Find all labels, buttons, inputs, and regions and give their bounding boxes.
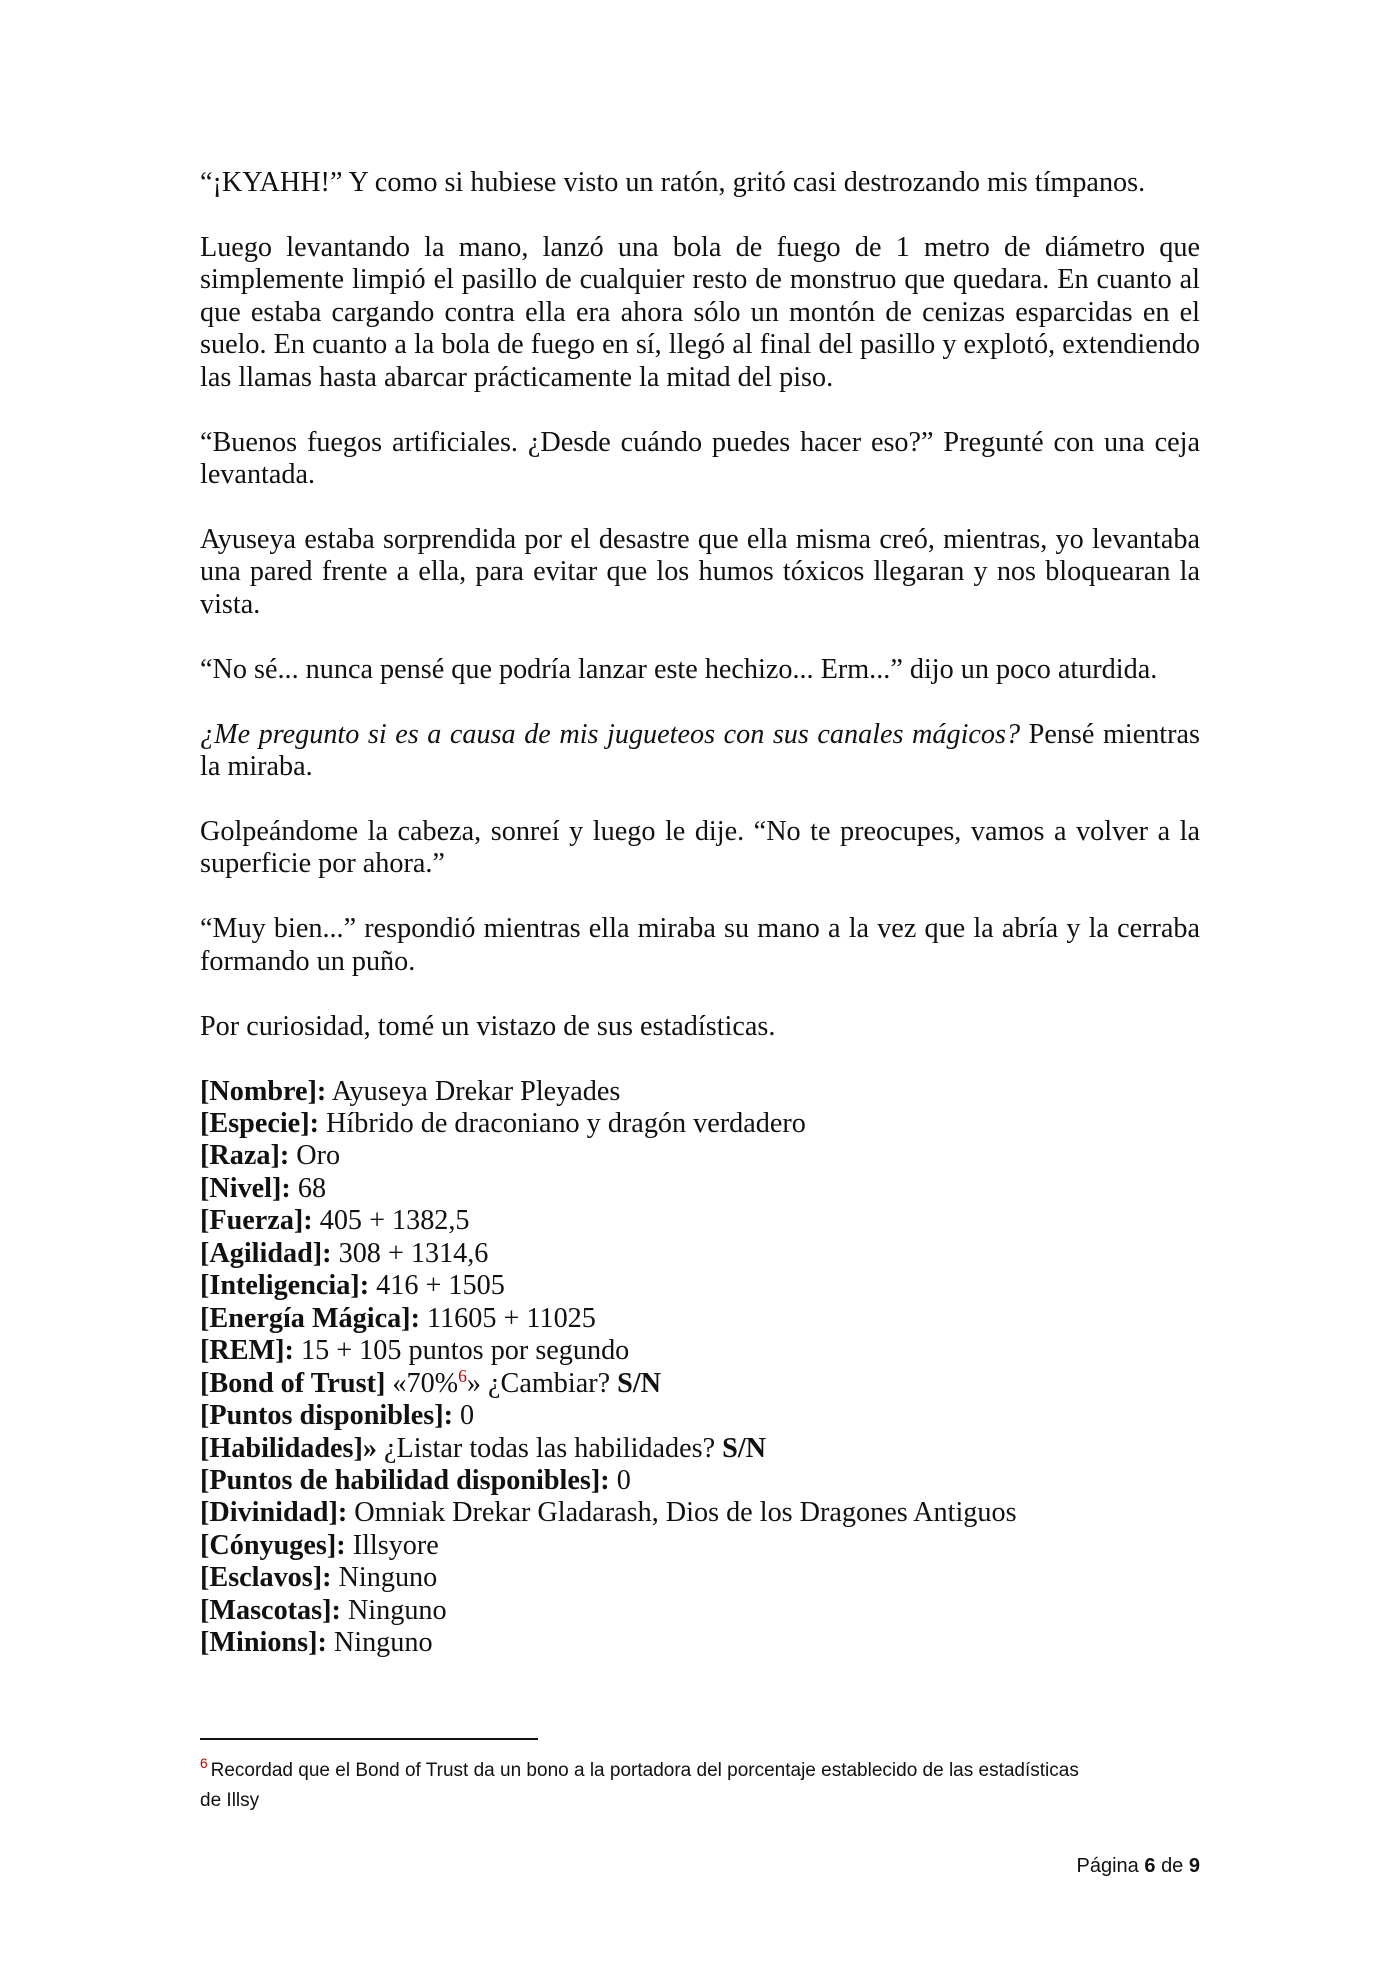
paragraph: “Muy bien...” respondió mientras ella miraba su mano a la vez que la abría y la cerraba formando un puño. (200, 913, 1200, 977)
stat-value: Ayuseya Drekar Pleyades (331, 1075, 621, 1107)
stat-value: Omniak Drekar Gladarash, Dios de los Dragones Antiguos (354, 1497, 1017, 1529)
stat-value: 11605 + 11025 (427, 1302, 596, 1334)
total-pages: 9 (1188, 1855, 1200, 1877)
status-sheet (200, 1076, 1200, 1660)
stat-label: [Esclavos]: (200, 1562, 332, 1594)
stat-options: S/N (617, 1367, 662, 1399)
stat-label: [REM]: (200, 1335, 294, 1367)
stat-label: [Especie]: (200, 1108, 319, 1139)
stat-value: Oro (296, 1140, 341, 1172)
stat-label: [Puntos de habilidad disponibles]: (200, 1464, 610, 1496)
paragraph: Luego levantando la mano, lanzó una bola de fuego de 1 metro de diámetro que simplemente limpió el pasillo de cualquier resto de monstruo que quedara. En cuanto al que estaba cargando contra ella era ahora sólo un montón de cenizas esparcidas en el suelo. En cuanto a la bola de fuego en sí, llegó al final del pasillo y explotó, extendiendo las llamas hasta abarcar prácticamente la mitad del piso. (200, 231, 1200, 393)
stat-value: 0 (616, 1464, 631, 1496)
stat-value: 0 (460, 1400, 475, 1432)
stat-value: Ninguno (333, 1627, 433, 1659)
stat-value: Illsyore (352, 1529, 439, 1561)
stat-row-rem (200, 1335, 1200, 1367)
stat-value: 68 (297, 1172, 327, 1204)
stat-label: [Inteligencia]: (200, 1270, 370, 1302)
stat-label: [Nombre]: (200, 1075, 327, 1107)
stat-row-especie (200, 1108, 1200, 1140)
stat-value: «70% (392, 1367, 459, 1399)
stat-label: [Puntos disponibles]: (200, 1400, 453, 1432)
stat-value: Ninguno (347, 1594, 447, 1626)
stat-row-agilidad (200, 1238, 1200, 1270)
stat-label: [Agilidad]: (200, 1237, 332, 1269)
italic-thought: ¿Me pregunto si es a causa de mis jugueteos con sus canales mágicos? (200, 718, 1021, 750)
stat-label: [Bond of Trust] (200, 1367, 386, 1399)
stat-row-divinidad (200, 1497, 1200, 1529)
stat-question: ¿Cambiar? (488, 1367, 611, 1399)
footnote-line (200, 1786, 1200, 1816)
stat-label: [Raza]: (200, 1140, 290, 1172)
stat-label: [Habilidades]» (200, 1432, 377, 1464)
stat-options: S/N (722, 1432, 767, 1464)
stat-label: [Mascotas]: (200, 1594, 341, 1626)
footnote-mark: 6 (200, 1755, 208, 1771)
page-word: Página (1076, 1855, 1139, 1877)
footnote (200, 1756, 1200, 1816)
paragraph: Golpeándome la cabeza, sonreí y luego le dije. “No te preocupes, vamos a volver a la superficie por ahora.” (200, 815, 1200, 880)
stat-value: 308 + 1314,6 (338, 1237, 489, 1269)
paragraph: “Buenos fuegos artificiales. ¿Desde cuándo puedes hacer eso?” Pregunté con una ceja levantada. (200, 426, 1200, 491)
stat-value-close: » (466, 1367, 481, 1399)
paragraph: Ayuseya estaba sorprendida por el desastre que ella misma creó, mientras, yo levantaba una pared frente a ella, para evitar que los humos tóxicos llegaran y nos bloquearan la vista. (200, 523, 1200, 620)
stat-value: 416 + 1505 (376, 1270, 505, 1302)
stat-row-energia-magica (200, 1303, 1200, 1335)
paragraph: Por curiosidad, tomé un vistazo de sus estadísticas. (200, 1010, 776, 1042)
footnote-reference: 6 (458, 1366, 467, 1387)
stat-row-minions (200, 1627, 1200, 1659)
stat-value: Híbrido de draconiano y dragón verdadero (326, 1108, 806, 1139)
stat-row-nivel (200, 1173, 1200, 1205)
stat-row-mascotas (200, 1595, 1200, 1627)
stat-value: Ninguno (338, 1562, 438, 1594)
stat-label: [Energía Mágica]: (200, 1302, 420, 1334)
footnote-text: de Illsy (200, 1790, 260, 1811)
stat-row-nombre (200, 1076, 1200, 1108)
current-page: 6 (1144, 1855, 1156, 1877)
of-word: de (1161, 1855, 1184, 1877)
paragraph-text: Pensé mientras la miraba. (200, 718, 1201, 783)
stat-label: [Fuerza]: (200, 1205, 313, 1237)
stat-row-puntos-disponibles (200, 1400, 1200, 1432)
stat-row-bond-of-trust (200, 1368, 1200, 1400)
stat-value: 405 + 1382,5 (319, 1205, 470, 1237)
stat-row-habilidades (200, 1433, 1200, 1465)
footnote-line (200, 1756, 1200, 1786)
stat-label: [Divinidad]: (200, 1497, 348, 1529)
stat-row-raza (200, 1140, 1200, 1172)
stat-row-puntos-habilidad (200, 1465, 1200, 1497)
paragraph: “¡KYAHH!” Y como si hubiese visto un ratón, gritó casi destrozando mis tímpanos. (200, 167, 1146, 198)
paragraph (200, 719, 1200, 784)
paragraph: “No sé... nunca pensé que podría lanzar este hechizo... Erm...” dijo un poco aturdida. (200, 653, 1158, 685)
stat-row-conyuges (200, 1530, 1200, 1562)
stat-question: ¿Listar todas las habilidades? (384, 1432, 716, 1464)
stat-row-esclavos (200, 1562, 1200, 1594)
page-number (1077, 1852, 1200, 1880)
footnote-separator (200, 1738, 538, 1740)
stat-value: 15 + 105 puntos por segundo (300, 1335, 630, 1367)
stat-row-inteligencia (200, 1270, 1200, 1302)
stat-label: [Minions]: (200, 1627, 327, 1659)
stat-row-fuerza (200, 1205, 1200, 1237)
body-text (200, 167, 1200, 1660)
stat-label: [Nivel]: (200, 1172, 291, 1204)
stat-label: [Cónyuges]: (200, 1529, 346, 1561)
footnote-text: Recordad que el Bond of Trust da un bono a la portadora del porcentaje establecido de las estadísticas (210, 1760, 1079, 1781)
